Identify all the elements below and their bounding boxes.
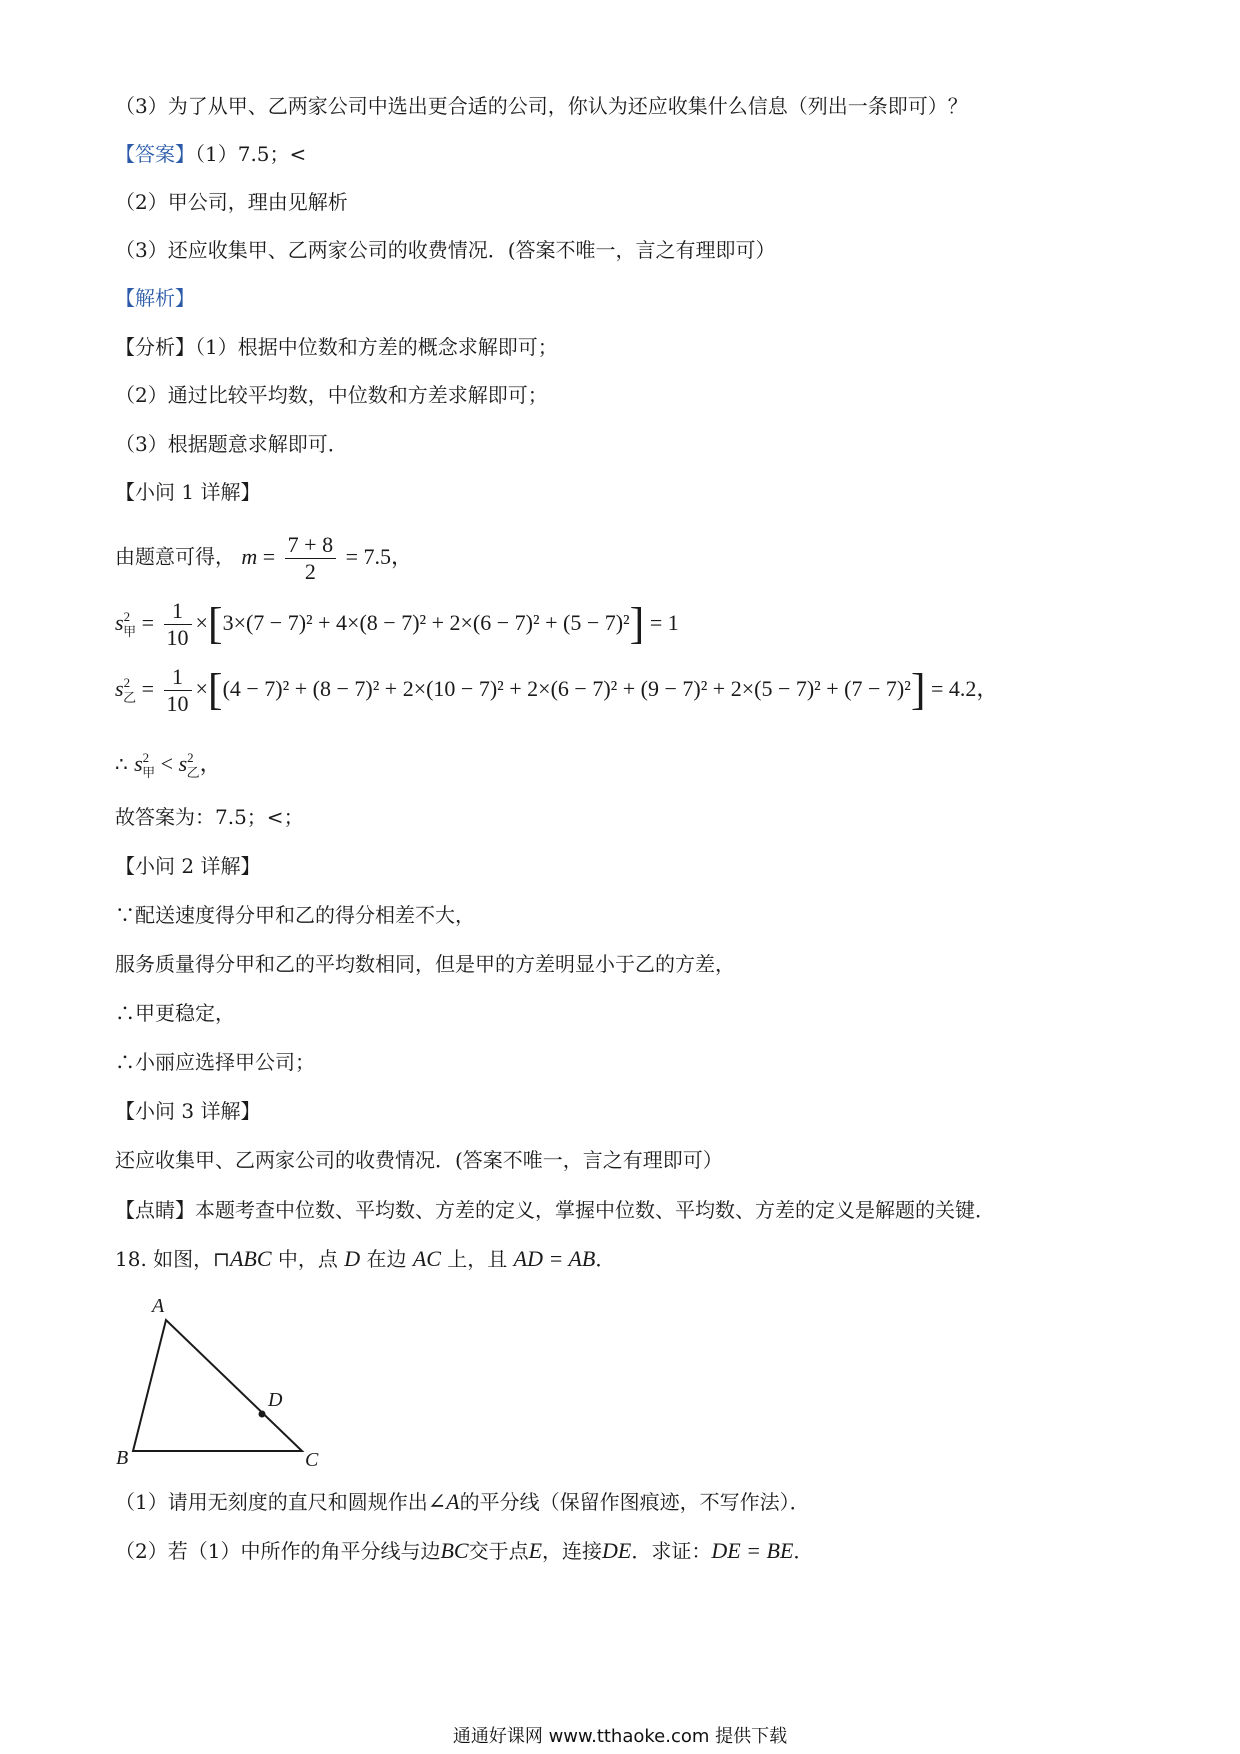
cmp-less: < xyxy=(160,751,174,776)
q18-mid2: 在边 xyxy=(360,1247,413,1271)
s-jia-sub: 甲 xyxy=(123,623,137,639)
answer-1: （1）7.5；< xyxy=(195,142,307,166)
m-result: = 7.5， xyxy=(345,543,414,569)
triangle-abc-shape xyxy=(133,1320,302,1451)
s-yi-var: s xyxy=(115,675,124,701)
q18-mid3: 上，且 xyxy=(440,1247,514,1271)
answer-3: （3）还应收集甲、乙两家公司的收费情况．(答案不唯一，言之有理即可） xyxy=(115,238,776,262)
q2-line-1: ∵配送速度得分甲和乙的得分相差不大， xyxy=(115,903,475,927)
q18-part2-prefix: （2）若（1）中所作的角平分线与边 xyxy=(115,1539,441,1563)
compare-line xyxy=(115,744,222,787)
label-c: C xyxy=(305,1449,319,1470)
m-formula: m = $\frac{7 + 8}{2}$ = 7.5， xyxy=(241,532,414,584)
q18-mid1: 中，点 xyxy=(271,1247,345,1271)
fenxi-tag: 【分析】 xyxy=(115,335,195,359)
q18-part2-mid1: 交于点 xyxy=(468,1539,529,1563)
q1-detail-tag: 【小问 1 详解】 xyxy=(115,480,261,504)
label-d: D xyxy=(268,1389,283,1411)
s-jia-expression: 3×(7 − 7)² + 4×(8 − 7)² + 2×(6 − 7)² + (5 − 7)² xyxy=(222,609,630,635)
q17-part3: （3）为了从甲、乙两家公司中选出更合适的公司，你认为还应收集什么信息（列出一条即可）？ xyxy=(115,94,968,118)
s-yi-fraction xyxy=(164,664,192,717)
q18-stem xyxy=(115,1245,615,1273)
triangle-symbol-icon: ⊓ xyxy=(213,1247,230,1271)
q18-part1 xyxy=(115,1488,810,1516)
s-yi-expression: (4 − 7)² + (8 − 7)² + 2×(10 − 7)² + 2×(6 − 7)² + (9 − 7)² + 2×(5 − 7)² + (7 − 7)² xyxy=(222,675,911,701)
q18-part2-end: ． xyxy=(793,1539,814,1563)
s-yi-equation xyxy=(115,664,998,717)
s-jia-fraction xyxy=(164,598,192,651)
q2-line-3: ∴甲更稳定， xyxy=(115,1001,235,1025)
dianjing-text: 本题考查中位数、平均数、方差的定义，掌握中位数、平均数、方差的定义是解题的关键． xyxy=(195,1198,995,1222)
bracket-left-icon: [ xyxy=(207,664,223,714)
s-jia-denominator: 10 xyxy=(166,625,189,650)
point-d-dot xyxy=(259,1411,266,1418)
q18-part1-prefix: （1）请用无刻度的直尺和圆规作出 xyxy=(115,1490,428,1514)
q3-detail-tag: 【小问 3 详解】 xyxy=(115,1099,261,1123)
cmp-s-jia-sup: 2 xyxy=(142,750,150,765)
q18-ad-eq-ab: AD = AB xyxy=(513,1246,596,1271)
q2-line-4: ∴小丽应选择甲公司； xyxy=(115,1050,315,1074)
q18-d: D xyxy=(344,1246,361,1271)
dianjing-tag: 【点睛】 xyxy=(115,1198,195,1222)
m-equation xyxy=(115,532,413,585)
q18-angle-a: ∠A xyxy=(427,1489,460,1514)
fenxi-1: （1）根据中位数和方差的概念求解即可； xyxy=(195,335,558,359)
s-yi-sup: 2 xyxy=(123,674,131,690)
answer-2: （2）甲公司，理由见解析 xyxy=(115,190,348,214)
conclusion-1: 故答案为：7.5；<； xyxy=(115,805,304,829)
m-intro: 由题意可得， xyxy=(115,544,235,569)
q18-part2 xyxy=(115,1537,813,1565)
q2-line-2: 服务质量得分甲和乙的平均数相同，但是甲的方差明显小于乙的方差， xyxy=(115,952,735,976)
compare-formula xyxy=(134,750,222,780)
cmp-s-yi-sup: 2 xyxy=(187,750,194,765)
dianjing-line xyxy=(115,1196,995,1224)
s-jia-result: = 1 xyxy=(649,609,679,635)
cmp-comma: ， xyxy=(199,751,222,776)
fenxi-line-1 xyxy=(115,333,558,361)
cmp-s-yi-sub: 乙 xyxy=(186,765,200,780)
s-jia-numerator: 1 xyxy=(164,598,192,625)
bracket-right-icon: ] xyxy=(629,598,645,648)
s-yi-numerator: 1 xyxy=(164,664,192,691)
m-var: m xyxy=(241,543,258,569)
cmp-s-jia-var: s xyxy=(134,751,143,776)
m-fraction xyxy=(285,532,336,585)
q18-prefix: 18. 如图， xyxy=(115,1247,214,1271)
q3-line-1: 还应收集甲、乙两家公司的收费情况．(答案不唯一，言之有理即可） xyxy=(115,1148,723,1172)
q18-abc: ABC xyxy=(229,1246,272,1271)
answer-line-1 xyxy=(115,140,306,168)
s-yi-sub: 乙 xyxy=(123,689,137,705)
q18-end: ． xyxy=(595,1247,616,1271)
m-denominator: 2 xyxy=(304,559,316,584)
q18-part2-mid3: ．求证： xyxy=(631,1539,712,1563)
s-jia-var: s xyxy=(115,609,124,635)
s-jia-equation xyxy=(115,598,679,651)
label-b: B xyxy=(116,1447,129,1469)
cmp-s-yi-var: s xyxy=(178,751,188,776)
q18-de-eq-be: DE = BE xyxy=(711,1538,794,1563)
s-yi-result: = 4.2， xyxy=(931,675,999,701)
bracket-right-icon: ] xyxy=(910,664,926,714)
therefore-symbol: ∴ xyxy=(115,752,128,776)
q18-de: DE xyxy=(602,1538,632,1563)
q18-part1-suffix: 的平分线（保留作图痕迹，不写作法）． xyxy=(459,1490,810,1514)
q18-ac: AC xyxy=(412,1246,441,1271)
label-a: A xyxy=(152,1295,165,1317)
q18-part2-mid2: ，连接 xyxy=(542,1539,603,1563)
page-footer: 通通好课网 www.tthaoke.com 提供下载 xyxy=(452,1726,788,1747)
s-yi-formula: $s^2_乙$ = $\frac{1}{10}$ ×[(4 − 7)² + (8 − 7)² + 2×(10 − 7)² + 2×(6 − 7)² + (9 − 7)² + 2×(5 − 7)² + (7 − 7)²] = 4.2， xyxy=(115,664,999,716)
q18-e: E xyxy=(528,1538,543,1563)
analysis-tag: 【解析】 xyxy=(115,286,195,310)
fenxi-2: （2）通过比较平均数，中位数和方差求解即可； xyxy=(115,383,548,407)
s-jia-formula: $s^2_甲$ = $\frac{1}{10}$ ×[3×(7 − 7)² + 4×(8 − 7)² + 2×(6 − 7)² + (5 − 7)²] = 1 xyxy=(115,598,679,650)
bracket-left-icon: [ xyxy=(207,598,223,648)
s-yi-denominator: 10 xyxy=(166,691,189,716)
fenxi-3: （3）根据题意求解即可． xyxy=(115,432,348,456)
answer-tag: 【答案】 xyxy=(115,142,195,166)
cmp-s-jia-sub: 甲 xyxy=(142,765,156,780)
q2-detail-tag: 【小问 2 详解】 xyxy=(115,854,261,878)
m-numerator: 7 + 8 xyxy=(285,532,336,559)
triangle-figure xyxy=(100,1290,340,1470)
s-jia-sup: 2 xyxy=(123,608,131,624)
q18-bc: BC xyxy=(440,1538,469,1563)
